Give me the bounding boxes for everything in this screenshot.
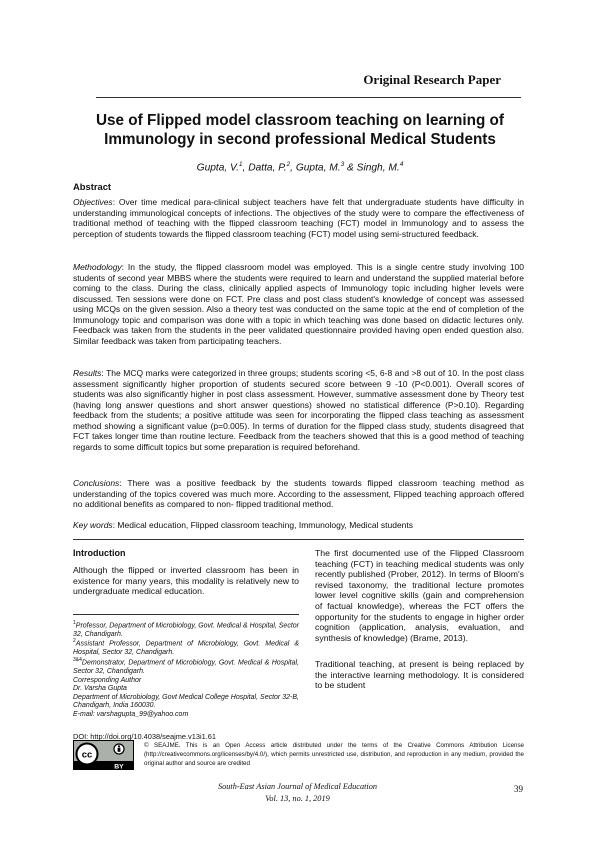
footnote-1 [73,619,299,639]
header-rule [96,97,521,98]
objectives-text: : Over time medical para-clinical subject teachers have felt that undergraduate students have difficulty in understanding immunological concepts of infections. The objectives of the study were to compare the effectiveness of traditional method of teaching with the flipped classroom teaching (FCT) model in Immunology and to assess the perception of students towards the flipped classroom teaching (FCT) model using semi-structured feedback. [73,197,524,239]
footnote-3-text: Demonstrator, Department of Microbiology, Govt. Medical & Hospital, Sector 32, Chandigarh. [73,659,299,675]
abstract-results [73,368,524,452]
introduction-right-paragraph-1: The first documented use of the Flipped Classroom teaching (FCT) in teaching medical students was only recently published (Prober, 2012). In terms of Bloom's revised taxonomy, the traditional lecture promotes lower level cognitive skills (gain and comprehension of factual knowledge), whereas the FCT offers the opportunity for the students to engage in higher order cognition (application, analysis, evaluation, and synthesis of knowledge) (Brame, 2013). [315,548,524,643]
paper-type-label: Original Research Paper [363,72,501,87]
conclusions-text: : There was a positive feedback by the students towards flipped classroom teaching method as understanding of the topics covered was much more. According to the assessment, Flipped teaching approach offered no additional benefits as compared to non- flipped traditional method. [73,478,524,509]
cc-by-license-badge[interactable] [73,740,134,770]
keywords-label: Key words [73,520,113,530]
corresponding-author-name: Dr. Varsha Gupta [73,685,127,692]
abstract-objectives [73,197,524,239]
footnote-2 [73,637,299,657]
footnote-rule [73,614,299,615]
results-text: : The MCQ marks were categorized in three groups; students scoring <5, 6-8 and >8 out of 10. In the post class assessment significantly higher proportion of students secured score between 9 -10 (P<0.001). Overall scores of students was also significantly higher in post class assessment. However, summative assessment done by Theory test (having long answer questions and short answer questions) showed no statistical difference (P>0.10). Regarding feedback from the students; a positive attitude was seen for incorporating the flipped class teaching as assessment method showing a significant value (p=0.005). In terms of duration for the flipped class study, students disagreed that FCT takes longer time than routine lecture. Feedback from the teachers showed that this is a good method of teaching regards to some difficult topics but some preparation is required beforehand. [73,368,524,452]
results-label: Results [73,368,102,378]
journal-name: South-East Asian Journal of Medical Education [217,782,378,791]
abstract-methodology [73,262,524,346]
author-affiliation-mark: 2 [286,161,291,168]
abstract-heading: Abstract [73,181,112,192]
footnote-1-text: Professor, Department of Microbiology, Govt. Medical & Hospital, Sector 32, Chandigarh. [73,622,299,638]
author-name: Datta, P. [248,162,287,174]
keywords-text: : Medical education, Flipped classroom teaching, Immunology, Medical students [112,520,414,530]
cc-by-icon [73,740,134,770]
author-affiliation-mark: 1 [238,161,243,168]
paper-title: Use of Flipped model classroom teaching on learning of Immunology in second professional Medical Students [96,112,504,148]
conclusions-label: Conclusions [73,478,120,488]
footnote-3-mark: 3&4 [73,657,82,663]
introduction-left-text: Although the flipped or inverted classroom has been in existence for many years, this modality is relatively new to undergraduate medical education. [73,565,299,597]
footnote-2-mark: 2 [73,638,76,644]
footnote-2-text: Assistant Professor, Department of Microbiology, Govt. Medical & Hospital, Sector 32, Chandigarh. [73,640,299,656]
page-number: 39 [514,784,523,794]
author-name: Singh, M. [356,162,400,174]
journal-volume: Vol. 13, no. 1, 2019 [265,794,330,803]
author-list: Gupta, V.$^1$, Datta, P.$^2$, Gupta, M.$^3$ & Singh, M.$^4$ [196,161,404,174]
abstract-conclusions [73,478,524,510]
corresponding-author-email[interactable]: E-mail: varshagupta_99@yahoo.com [73,711,189,718]
doi-link[interactable]: DOI: http://doi.org/10.4038/seajme.v13i1.61 [73,732,216,741]
abstract-divider [73,539,524,540]
page-footer [0,781,595,805]
author-name: Gupta, V. [196,162,239,174]
abstract-keywords [73,520,524,531]
author-affiliation-mark: 4 [399,161,404,168]
introduction-heading: Introduction [73,548,126,558]
methodology-label: Methodology [73,262,122,272]
methodology-text: : In the study, the flipped classroom model was employed. This is a single centre study involving 100 students of second year MBBS where the students were required to learn and understand the supplied material before coming to the class. During the class, clinically applied aspects of Immunology topic including higher levels were discussed. Ten sessions were done on FCT. Pre class and post class student's knowledge of concept was assessed using MCQs on the given session. Also a theory test was conducted on the same topic at the end of completion of the Immunology topic and comparison was done with a topic in which teaching was done based on didactic lectures only. Feedback was taken from the students in the peer validated questionnaire provided having open ended question also. Similar feedback was taken from participating teachers. [73,262,524,346]
author-affiliation-mark: 3 [340,161,345,168]
footnote-1-mark: 1 [73,620,76,626]
by-badge-text: BY [114,763,124,770]
introduction-right-paragraph-2: Traditional teaching, at present is being replaced by the interactive learning methodology. It is considered to be student [315,659,524,691]
corresponding-author-address: Department of Microbiology, Govt Medical College Hospital, Sector 32-B, Chandigarh, India 160030. [73,694,299,710]
objectives-label: Objectives [73,197,113,207]
license-text: © SEAJME. This is an Open Access article distributed under the terms of the Creative Commons Attribution License (http://creativecommons.org/licenses/by/4.0/), which permits unrestricted use, distribution, and reproduction in any medium, provided the original author and source are credited [144,742,524,768]
cc-badge-text: cc [81,749,93,761]
author-name: Gupta, M. [295,162,341,174]
corresponding-author-label: Corresponding Author [73,677,142,684]
footnote-3 [73,656,299,676]
